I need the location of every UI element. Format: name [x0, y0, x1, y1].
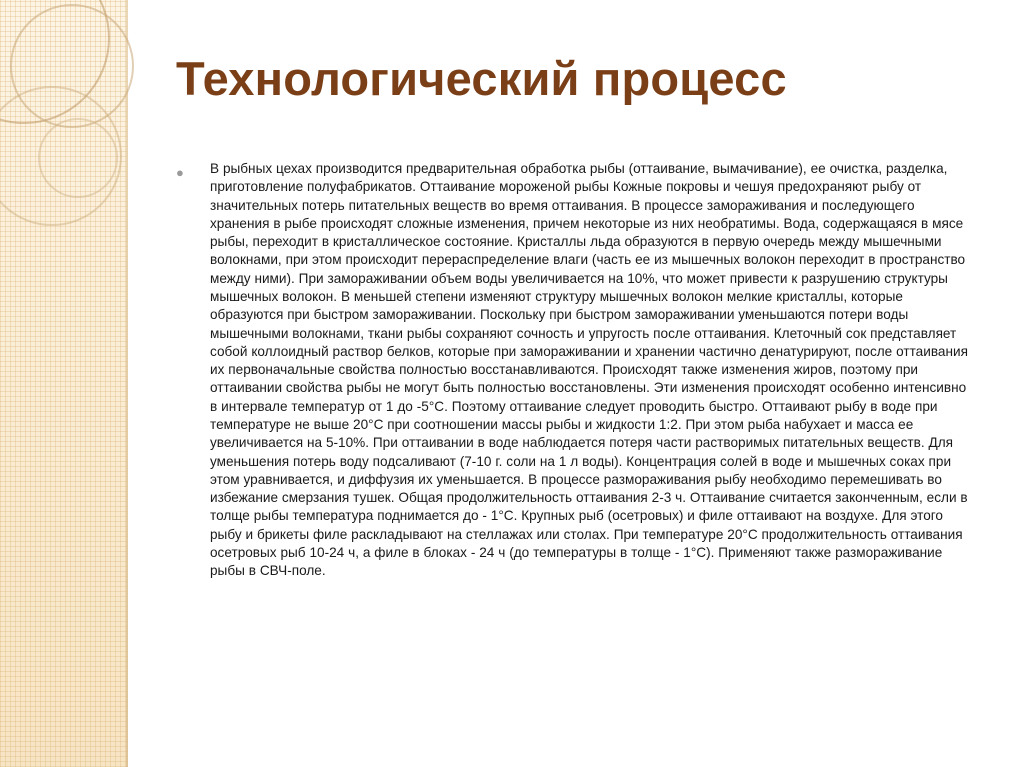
- bullet-item: [176, 160, 976, 580]
- decorative-circle-icon: [38, 118, 118, 198]
- bullet-paragraph: В рыбных цехах производится предварительная обработка рыбы (оттаивание, вымачивание), ее очистка, разделка, приготовление полуфабрикатов. Оттаивание мороженой рыбы Кожные покровы и чешуя предохраняют рыбу от значительных потерь питательных веществ во время оттаивания. В процессе замораживания и последующего хранения в рыбе происходят сложные изменения, причем некоторые из них необратимы. Вода, содержащаяся в мясе рыбы, переходит в кристаллическое состояние. Кристаллы льда образуются в первую очередь между мышечными волокнами, при этом происходит перераспределение влаги (часть ее из мышечных волокон переходит в пространство между ними). При замораживании объем воды увеличивается на 10%, что может привести к разрушению структуры мышечных волокон. В меньшей степени изменяют структуру мышечных волокон мелкие кристаллы, которые образуются при быстром замораживании. Поскольку при быстром замораживании уменьшаются потери воды мышечными волокнами, ткани рыбы сохраняют сочность и упругость после оттаивания. Клеточный сок представляет собой коллоидный раствор белков, которые при замораживании и хранении частично денатурируют, после оттаивания их первоначальные свойства полностью восстанавливаются. Происходят также изменения жиров, поэтому при оттаивании свойства рыбы не могут быть полностью восстановлены. Эти изменения происходят особенно интенсивно в интервале температур от 1 до -5°С. Поэтому оттаивание следует проводить быстро. Оттаивают рыбу в воде при температуре не выше 20°С при соотношении массы рыбы и жидкости 1:2. При этом рыба набухает и масса ее увеличивается на 5-10%. При оттаивании в воде наблюдается потеря части растворимых питательных веществ. Для уменьшения потерь воду подсаливают (7-10 г. соли на 1 л воды). Концентрация солей в воде и мышечных соках при этом уравнивается, и диффузия их уменьшается. В процессе размораживания рыбу необходимо перемешивать во избежание смерзания тушек. Общая продолжительность оттаивания 2-3 ч. Оттаивание считается законченным, если в толще рыбы температура поднимается до - 1°С. Крупных рыб (осетровых) и филе оттаивают на воздухе. Для этого рыбу и брикеты филе раскладывают на стеллажах или столах. При температуре 20°С продолжительность оттаивания осетровых рыб 10-24 ч, а филе в блоках - 24 ч (до температуры в толще - 1°С). Применяют также размораживание рыбы в СВЧ-поле.: [210, 161, 968, 579]
- bullet-dot-icon: ●: [176, 165, 184, 180]
- slide-body: [176, 160, 976, 580]
- decorative-band-edge: [126, 0, 128, 767]
- slide-title: Технологический процесс: [176, 52, 787, 105]
